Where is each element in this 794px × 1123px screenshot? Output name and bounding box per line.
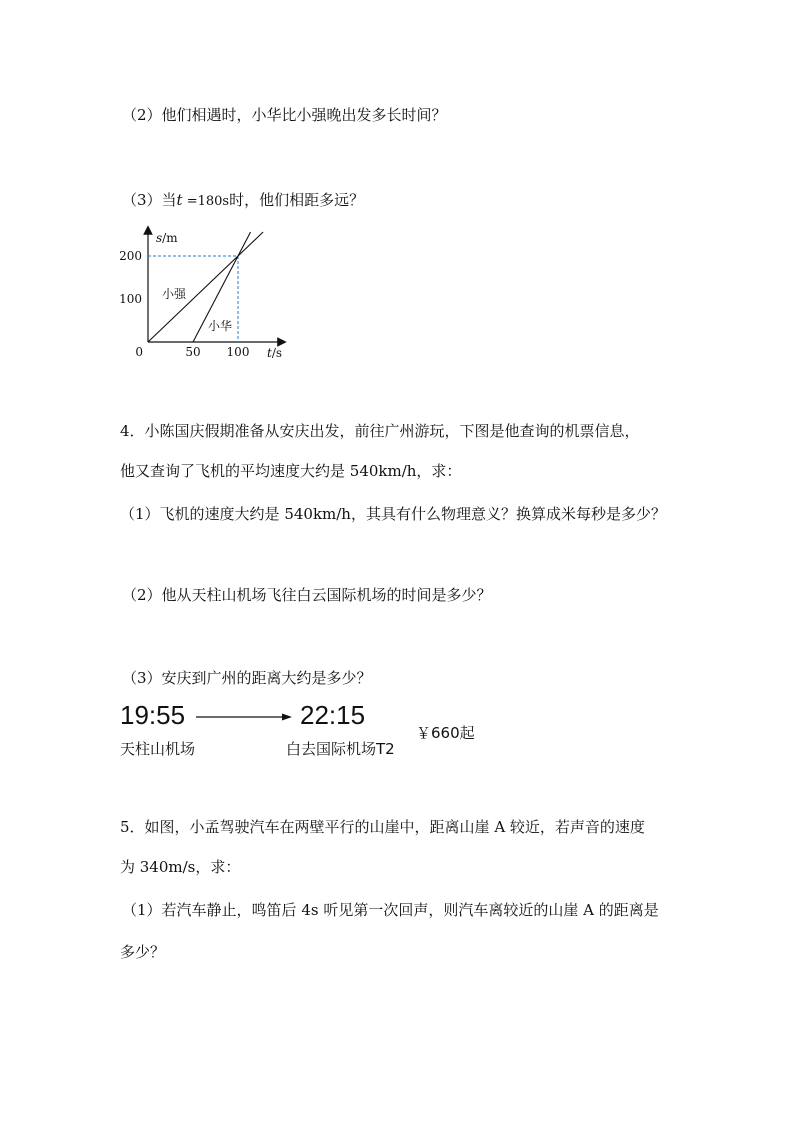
question-5-1: （1）若汽车静止，鸣笛后 4s 听见第一次回声，则汽车离较近的山崖 A 的距离是 xyxy=(122,901,659,919)
question-3-3 xyxy=(122,189,364,210)
series-label-xiaohua: 小华 xyxy=(207,319,233,333)
x-tick-label: 100 xyxy=(226,345,250,359)
q3-3-suffix: 时，他们相距多远？ xyxy=(229,191,365,209)
flight-arrow-icon xyxy=(196,712,292,722)
question-5-intro-2: 为 340m/s，求： xyxy=(120,858,241,876)
q3-3-prefix: （3）当 xyxy=(122,191,177,209)
x-tick-label: 0 xyxy=(135,345,143,359)
q3-3-equation: =180s xyxy=(182,194,230,209)
y-tick-label: 200 xyxy=(119,249,142,263)
motion-graph xyxy=(112,224,292,364)
question-4-2: （2）他从天柱山机场飞往白云国际机场的时间是多少？ xyxy=(122,586,492,604)
departure-time: 19:55 xyxy=(120,700,186,730)
question-4-intro: 4．小陈国庆假期准备从安庆出发，前往广州游玩，下图是他查询的机票信息， xyxy=(120,422,640,440)
question-3-2: （2）他们相遇时，小华比小强晚出发多长时间？ xyxy=(122,106,447,124)
question-4-3: （3）安庆到广州的距离大约是多少？ xyxy=(122,669,372,687)
x-axis-label: t/s xyxy=(267,346,283,360)
question-5-intro: 5．如图，小孟驾驶汽车在两壁平行的山崖中，距离山崖 A 较近，若声音的速度 xyxy=(120,818,645,836)
y-axis-label: s/m xyxy=(156,231,178,245)
arrival-time: 22:15 xyxy=(300,700,366,730)
departure-airport: 天柱山机场 xyxy=(120,740,196,758)
question-4-intro-2: 他又查询了飞机的平均速度大约是 540km/h，求： xyxy=(120,462,462,480)
series-label-xiaoqiang: 小强 xyxy=(161,287,187,301)
ticket-price: ￥660起 xyxy=(416,724,475,742)
question-4-1: （1）飞机的速度大约是 540km/h，其具有什么物理意义？换算成米每秒是多少？ xyxy=(120,505,666,523)
y-tick-label: 100 xyxy=(119,292,142,306)
question-5-1-cont: 多少？ xyxy=(120,943,166,961)
x-tick-label: 50 xyxy=(185,345,201,359)
arrival-airport: 白去国际机场T2 xyxy=(286,740,395,758)
q3-3-variable: t xyxy=(176,191,183,209)
